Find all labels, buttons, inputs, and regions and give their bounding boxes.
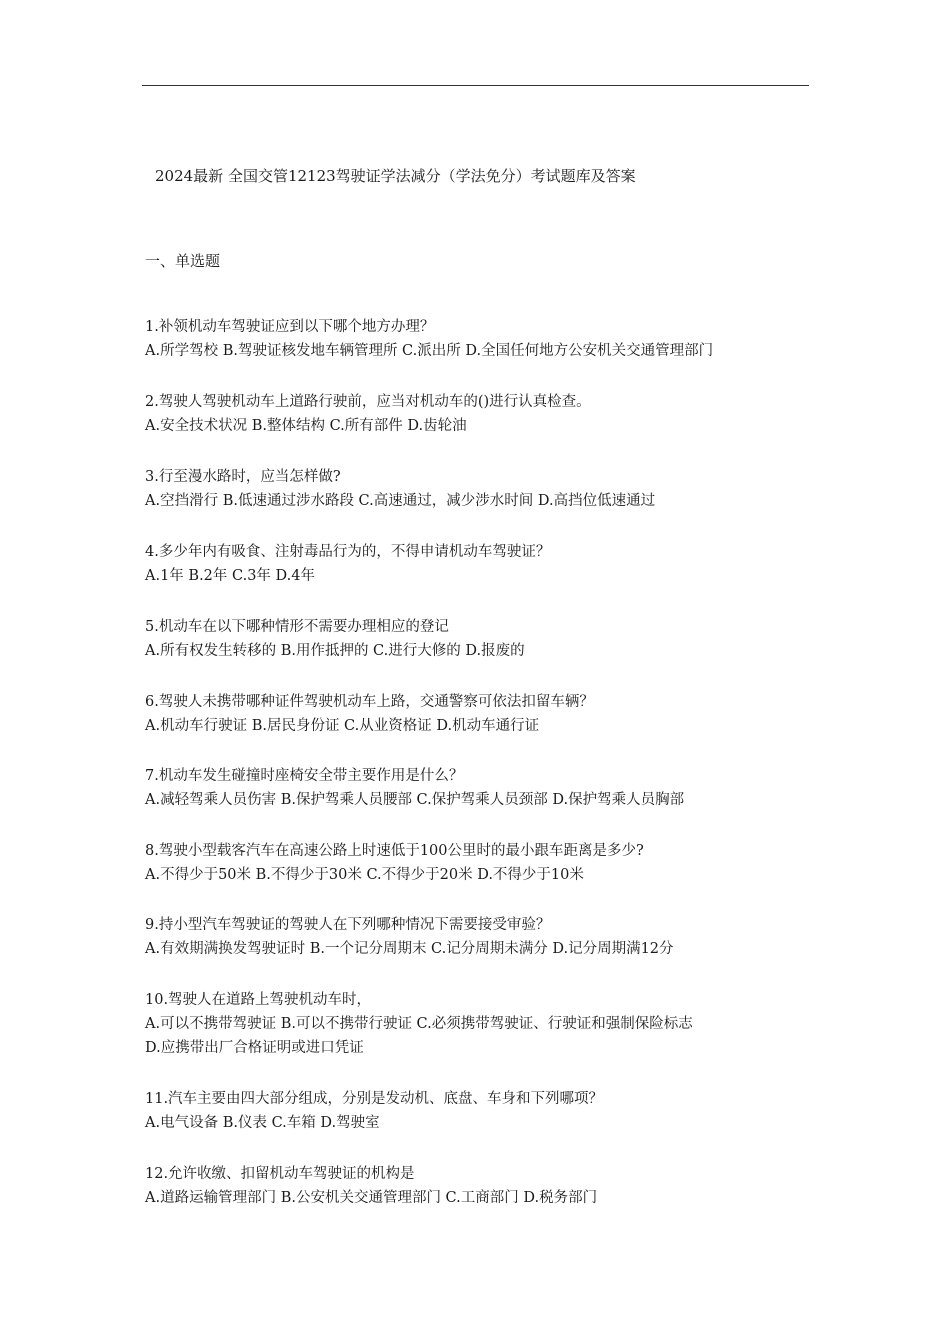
question-item xyxy=(145,839,644,887)
question-text: 5.机动车在以下哪种情形不需要办理相应的登记 xyxy=(145,619,449,635)
question-text: 10.驾驶人在道路上驾驶机动车时， xyxy=(145,992,372,1008)
question-text: 6.驾驶人未携带哪种证件驾驶机动车上路，交通警察可依法扣留车辆？ xyxy=(145,694,594,710)
question-item xyxy=(145,315,713,363)
question-text: 1.补领机动车驾驶证应到以下哪个地方办理？ xyxy=(145,319,435,335)
question-text: 2.驾驶人驾驶机动车上道路行驶前，应当对机动车的()进行认真检查。 xyxy=(145,394,591,410)
question-item xyxy=(145,390,591,438)
question-text: 9.持小型汽车驾驶证的驾驶人在下列哪种情况下需要接受审验？ xyxy=(145,917,551,933)
question-text: 12.允许收缴、扣留机动车驾驶证的机构是 xyxy=(145,1166,415,1182)
answer-options: A.机动车行驶证 B.居民身份证 C.从业资格证 D.机动车通行证 xyxy=(145,718,540,734)
question-item xyxy=(145,988,693,1060)
question-item xyxy=(145,913,674,961)
question-item xyxy=(145,764,684,812)
answer-options: A.有效期满换发驾驶证时 B.一个记分周期末 C.记分周期未满分 D.记分周期满12分 xyxy=(145,941,674,957)
answer-options: D.应携带出厂合格证明或进口凭证 xyxy=(145,1040,364,1056)
answer-options: A.安全技术状况 B.整体结构 C.所有部件 D.齿轮油 xyxy=(145,418,467,434)
answer-options: A.道路运输管理部门 B.公安机关交通管理部门 C.工商部门 D.税务部门 xyxy=(145,1190,598,1206)
document-title: 2024最新 全国交管12123驾驶证学法减分（学法免分）考试题库及答案 xyxy=(155,167,636,185)
question-item xyxy=(145,1162,597,1210)
header-rule xyxy=(142,85,809,86)
answer-options: A.空挡滑行 B.低速通过涉水路段 C.高速通过，减少涉水时间 D.高挡位低速通过 xyxy=(145,493,656,509)
question-text: 7.机动车发生碰撞时座椅安全带主要作用是什么？ xyxy=(145,768,464,784)
answer-options: A.减轻驾乘人员伤害 B.保护驾乘人员腰部 C.保护驾乘人员颈部 D.保护驾乘人员胸部 xyxy=(145,792,685,808)
question-text: 3.行至漫水路时，应当怎样做? xyxy=(145,469,341,485)
question-item xyxy=(145,465,655,513)
section-heading: 一、单选题 xyxy=(145,252,221,270)
answer-options: A.所有权发生转移的 B.用作抵押的 C.进行大修的 D.报废的 xyxy=(145,643,525,659)
question-item xyxy=(145,540,550,588)
answer-options: A.所学驾校 B.驾驶证核发地车辆管理所 C.派出所 D.全国任何地方公安机关交通管理部门 xyxy=(145,343,714,359)
question-text: 11.汽车主要由四大部分组成，分别是发动机、底盘、车身和下列哪项？ xyxy=(145,1091,604,1107)
question-item xyxy=(145,690,594,738)
answer-options: A.1年 B.2年 C.3年 D.4年 xyxy=(145,568,315,584)
question-text: 8.驾驶小型载客汽车在高速公路上时速低于100公里时的最小跟车距离是多少? xyxy=(145,843,644,859)
question-text: 4.多少年内有吸食、注射毒品行为的，不得申请机动车驾驶证？ xyxy=(145,544,551,560)
question-item xyxy=(145,615,525,663)
answer-options: A.可以不携带驾驶证 B.可以不携带行驶证 C.必须携带驾驶证、行驶证和强制保险标志 xyxy=(145,1016,693,1032)
question-item xyxy=(145,1087,603,1135)
answer-options: A.不得少于50米 B.不得少于30米 C.不得少于20米 D.不得少于10米 xyxy=(145,867,584,883)
answer-options: A.电气设备 B.仪表 C.车箱 D.驾驶室 xyxy=(145,1115,380,1131)
